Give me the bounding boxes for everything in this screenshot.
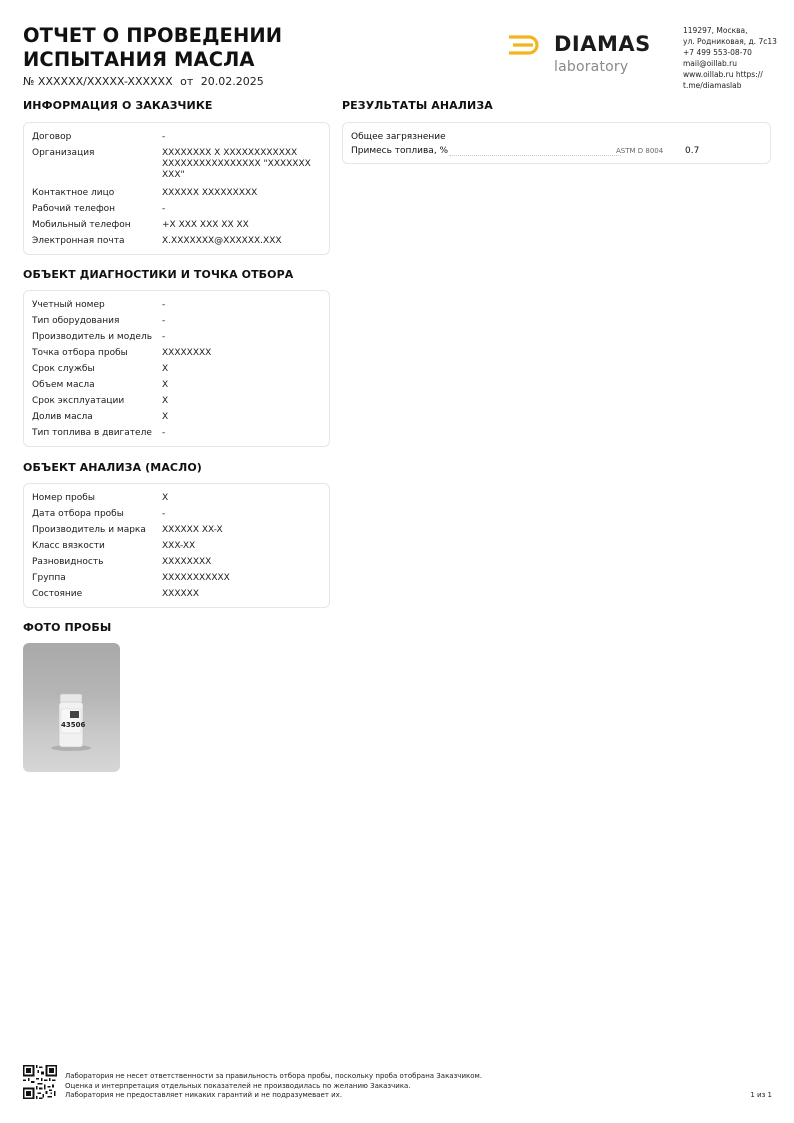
oil-row-label: Производитель и марка — [32, 525, 146, 535]
diamas-mark-icon — [507, 34, 543, 56]
object-row-value: XXXXXXXX — [162, 348, 212, 358]
logo-brand: DIAMAS — [554, 32, 651, 56]
oil-row-value: XXXXXX — [162, 589, 199, 599]
object-row-label: Точка отбора пробы — [32, 348, 128, 358]
contact-address-1: 119297, Москва, — [683, 26, 748, 35]
customer-row-label: Организация — [32, 148, 95, 158]
object-row-value: - — [162, 300, 166, 310]
object-row-label: Тип топлива в двигателе — [32, 428, 152, 438]
object-row-label: Учетный номер — [32, 300, 105, 310]
report-title — [23, 24, 282, 72]
oil-row-value: - — [162, 509, 166, 519]
oil-row-label: Состояние — [32, 589, 83, 599]
object-section-title: ОБЪЕКТ ДИАГНОСТИКИ И ТОЧКА ОТБОРА — [23, 268, 294, 281]
customer-row-value: - — [162, 204, 166, 214]
object-row-value: - — [162, 332, 166, 342]
page-number: 1 из 1 — [750, 1091, 772, 1099]
result-parameter: Примесь топлива, % — [351, 146, 449, 156]
customer-card — [23, 122, 330, 255]
customer-row-value: XXXXXXXX X XXXXXXXXXXXX XXXXXXXXXXXXXXXX "XXXXXXX XXX" — [162, 148, 311, 180]
oil-row-label: Дата отбора пробы — [32, 509, 124, 519]
customer-row-value: X.XXXXXXX@XXXXXX.XXX — [162, 236, 282, 246]
oil-card — [23, 483, 330, 608]
object-row-value: X — [162, 364, 169, 374]
object-row-label: Тип оборудования — [32, 316, 120, 326]
oil-row-value: XXXXXXXXXXX — [162, 573, 230, 583]
footer-disclaimer-line: Лаборатория не предоставляет никаких гарантий и не подразумевает их. — [65, 1091, 343, 1099]
report-title-line-2: ИСПЫТАНИЯ МАСЛА — [23, 48, 255, 71]
footer-disclaimer-line: Оценка и интерпретация отдельных показателей не производилась по желанию Заказчика. — [65, 1081, 411, 1090]
document-number-line — [23, 75, 268, 88]
oil-row-label: Номер пробы — [32, 493, 95, 503]
diamas-logo — [507, 31, 672, 81]
footer-disclaimer-line: Лаборатория не несет ответственности за правильность отбора пробы, поскольку проба отобрана Заказчиком. — [65, 1072, 483, 1080]
result-leader-dots — [449, 155, 621, 156]
object-row-value: X — [162, 380, 169, 390]
object-row-label: Объем масла — [32, 380, 95, 390]
customer-row-label: Рабочий телефон — [32, 204, 116, 214]
object-row-value: - — [162, 316, 166, 326]
results-section-title: РЕЗУЛЬТАТЫ АНАЛИЗА — [342, 99, 493, 112]
contact-website[interactable]: www.oillab.ru https:// — [683, 70, 763, 79]
object-row-label: Долив масла — [32, 412, 93, 422]
customer-row-label: Контактное лицо — [32, 188, 115, 198]
lab-contacts — [683, 25, 783, 91]
date-prefix: от — [180, 75, 194, 88]
result-row — [351, 146, 762, 158]
results-group-name: Общее загрязнение — [351, 132, 446, 142]
qr-code-icon[interactable] — [23, 1065, 57, 1099]
result-value: 0.7 — [685, 146, 700, 156]
photo-section-title: ФОТО ПРОБЫ — [23, 621, 112, 634]
object-card — [23, 290, 330, 447]
document-number: № XXXXXX/XXXXX-XXXXXX — [23, 75, 173, 88]
oil-row-value: X — [162, 493, 169, 503]
logo-subtitle: laboratory — [554, 59, 629, 75]
object-row-label: Срок службы — [32, 364, 95, 374]
results-card — [342, 122, 771, 164]
customer-row-label: Электронная почта — [32, 236, 125, 246]
customer-row-label: Договор — [32, 132, 72, 142]
oil-row-value: XXXXXX XX-X — [162, 525, 223, 535]
object-row-value: X — [162, 396, 169, 406]
object-row-value: X — [162, 412, 169, 422]
object-row-label: Срок эксплуатации — [32, 396, 125, 406]
oil-row-label: Класс вязкости — [32, 541, 105, 551]
report-title-line-1: ОТЧЕТ О ПРОВЕДЕНИИ — [23, 24, 283, 47]
contact-address-2: ул. Родниковая, д. 7с13 — [683, 37, 777, 46]
sample-photo[interactable] — [23, 643, 120, 772]
contact-email[interactable]: mail@oillab.ru — [683, 59, 737, 68]
customer-row-value: XXXXXX XXXXXXXXX — [162, 188, 258, 198]
customer-section-title: ИНФОРМАЦИЯ О ЗАКАЗЧИКЕ — [23, 99, 213, 112]
object-row-label: Производитель и модель — [32, 332, 153, 342]
sample-label-number: 43506 — [61, 721, 86, 729]
contact-telegram[interactable]: t.me/diamaslab — [683, 81, 742, 90]
customer-row-value: +X XXX XXX XX XX — [162, 220, 249, 230]
customer-row-value: - — [162, 132, 166, 142]
customer-row-label: Мобильный телефон — [32, 220, 131, 230]
footer-disclaimer — [65, 1072, 482, 1101]
oil-row-value: XXXXXXXX — [162, 557, 212, 567]
oil-row-label: Разновидность — [32, 557, 104, 567]
sample-bottle-image — [23, 643, 120, 772]
result-method: ASTM D 8004 — [616, 147, 664, 155]
contact-phone[interactable]: +7 499 553-08-70 — [683, 48, 752, 57]
oil-section-title: ОБЪЕКТ АНАЛИЗА (МАСЛО) — [23, 461, 202, 474]
report-date: 20.02.2025 — [200, 75, 264, 88]
object-row-value: - — [162, 428, 166, 438]
oil-row-label: Группа — [32, 573, 66, 583]
oil-row-value: XXX-XX — [162, 541, 196, 551]
